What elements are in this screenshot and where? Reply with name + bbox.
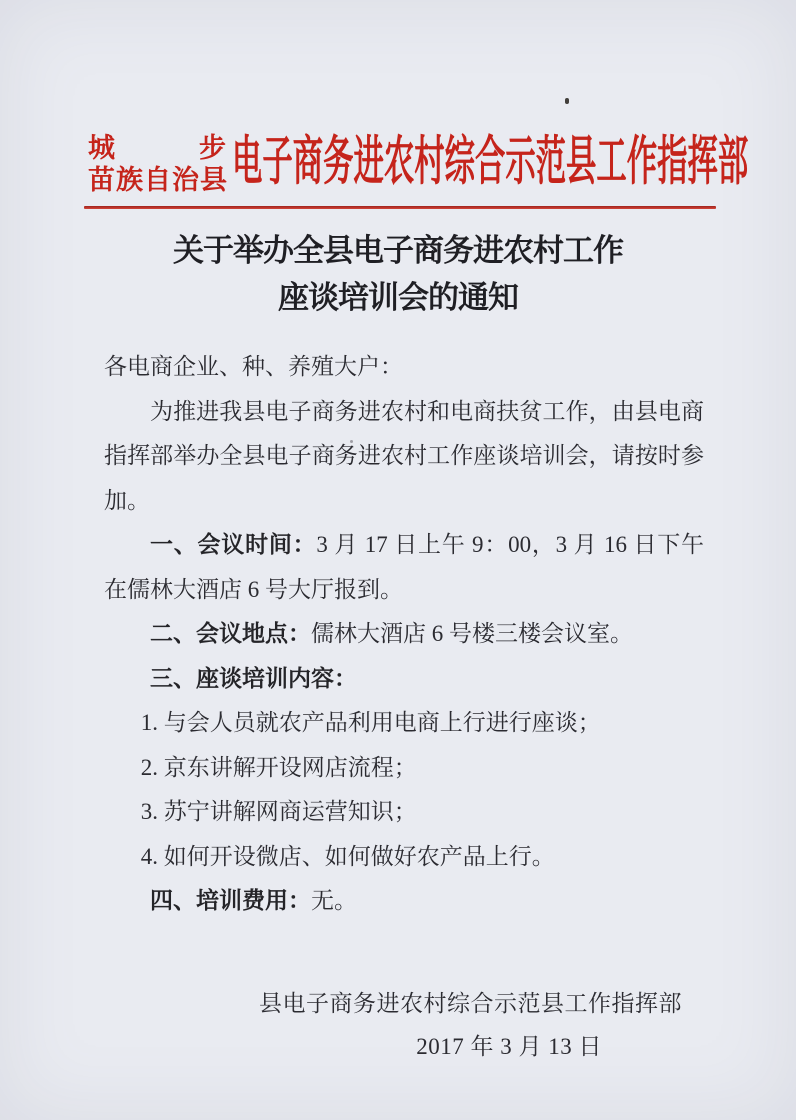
section-meeting-time (104, 523, 704, 612)
section-meeting-time-head: 一、会议时间： (150, 532, 317, 557)
section-training-fee (104, 879, 704, 924)
county-name-bottom-row: 苗族自治县 (88, 165, 228, 195)
scan-speck (565, 98, 569, 104)
scan-speck (350, 440, 353, 443)
notice-title-line1: 关于举办全县电子商务进农村工作 (173, 233, 623, 268)
section-meeting-time-text: 3 月 17 日上午 9：00，3 月 16 日下午在儒林大酒店 6 号大厅报到。 (104, 532, 705, 602)
section-meeting-place-head: 二、会议地点： (150, 621, 311, 646)
letterhead (86, 128, 749, 198)
list-item-3: 3. 苏宁讲解网商运营知识； (140, 799, 417, 824)
letterhead-divider (84, 206, 716, 209)
section-training-content (104, 657, 704, 702)
county-name-top-row (88, 132, 226, 164)
section-meeting-place (104, 612, 704, 657)
letterhead-org-name: 电子商务进农村综合示范县工作指挥部 (232, 132, 749, 191)
section-training-fee-head: 四、培训费用： (150, 888, 311, 913)
county-char-cheng: 城 (88, 133, 115, 163)
notice-title (0, 227, 796, 321)
section-meeting-place-text: 儒林大酒店 6 号楼三楼会议室。 (311, 621, 633, 646)
section-training-fee-text: 无。 (311, 888, 357, 913)
intro-paragraph: 为推进我县电子商务进农村和电商扶贫工作，由县电商指挥部举办全县电子商务进农村工作座谈培训会，请按时参加。 (104, 398, 704, 513)
list-item-2: 2. 京东讲解开设网店流程； (140, 754, 417, 780)
list-item-4: 4. 如何开设微店、如何做好农产品上行。 (140, 843, 555, 869)
signature-org: 县电子商务进农村综合示范县工作指挥部 (259, 991, 682, 1016)
salutation: 各电商企业、种、养殖大户： (104, 354, 403, 379)
section-training-content-head: 三、座谈培训内容： (150, 665, 357, 691)
county-char-bu: 步 (199, 133, 226, 163)
notice-title-line2: 座谈培训会的通知 (278, 280, 518, 315)
list-item-1: 1. 与会人员就农产品利用电商上行进行座谈； (140, 710, 601, 735)
notice-body (104, 345, 704, 924)
signature-date: 2017 年 3 月 13 日 (416, 1034, 602, 1059)
county-name (88, 132, 226, 196)
